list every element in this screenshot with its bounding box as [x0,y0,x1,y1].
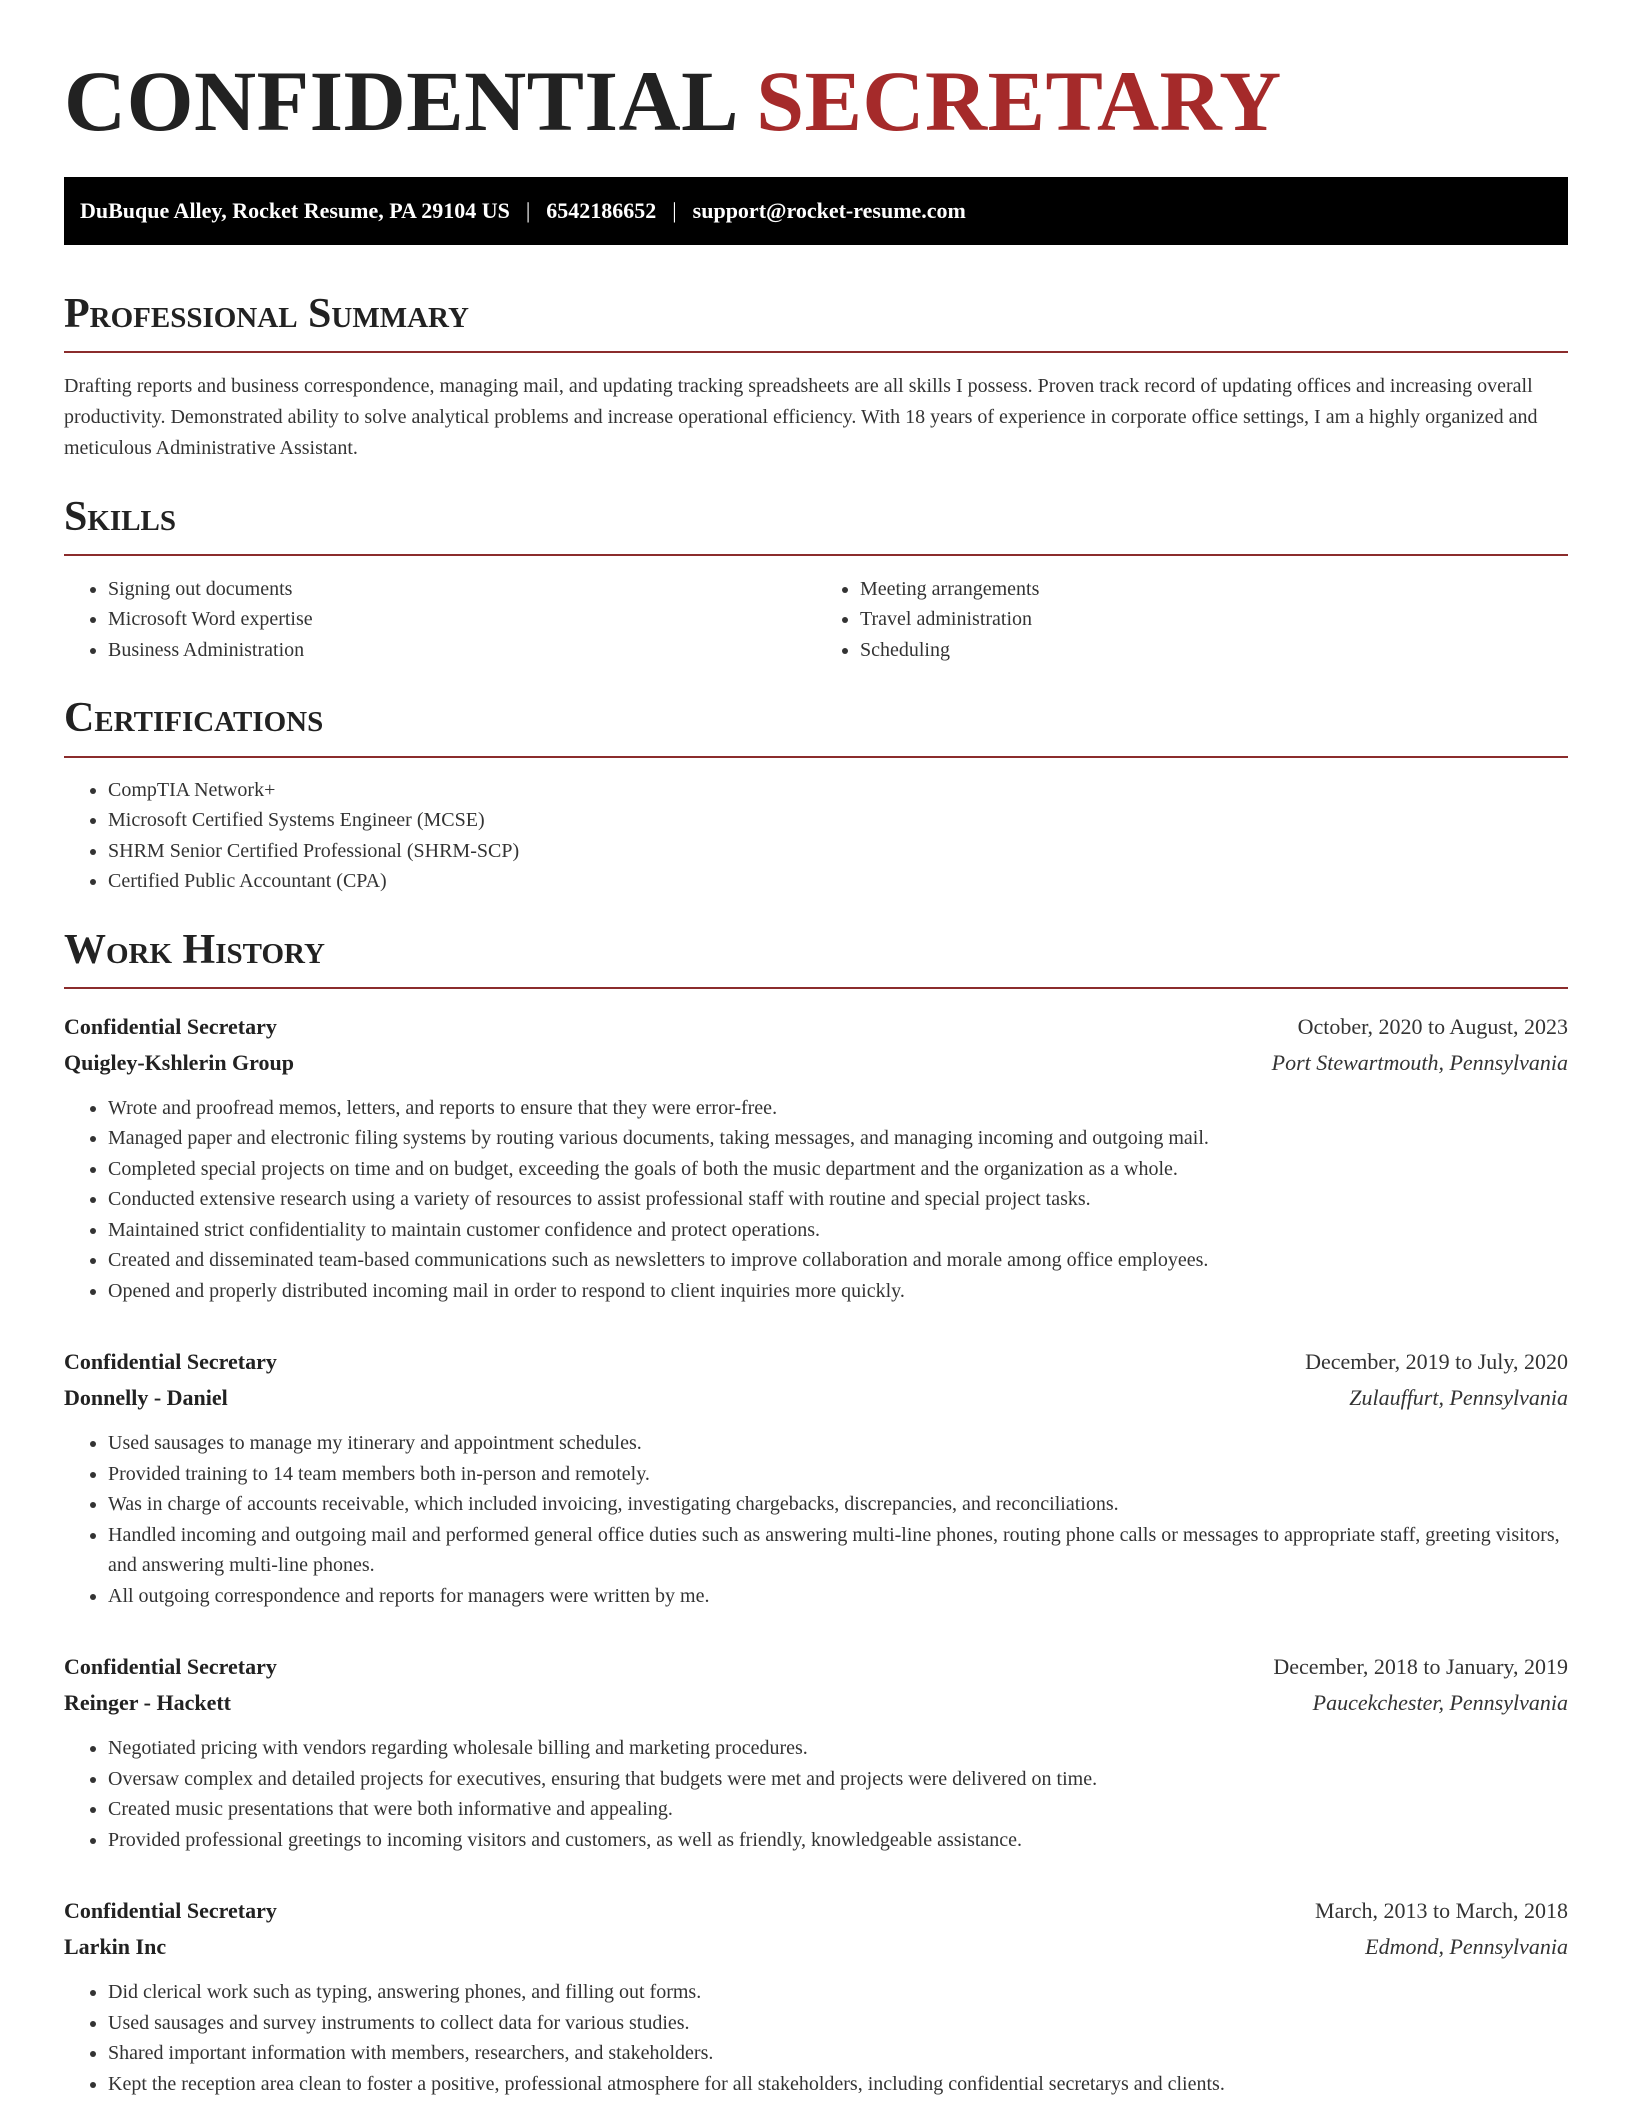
job-duty: • Conducted extensive research using a variety of resources to assist professional staff with routine and special project tasks. [108,1184,1568,1215]
job-duties-list [64,1093,1568,1307]
skill-item: • Travel administration [860,604,1568,635]
job-entry [64,1344,1568,1611]
name-accent: SECRETARY [756,53,1282,149]
job-duties-list [64,1977,1568,2099]
job-header-row [64,1893,1568,1929]
job-duty: • Was in charge of accounts receivable, which included invoicing, investigating chargebacks, discrepancies, and reconciliations. [108,1489,1568,1520]
skills-column-right [816,574,1568,666]
professional-summary-section [64,291,1568,464]
job-header-row [64,1649,1568,1685]
contact-phone: 6542186652 [546,197,657,223]
job-duty: • Used sausages to manage my itinerary and appointment schedules. [108,1428,1568,1459]
job-company: Larkin Inc [64,1934,167,1960]
job-dates: December, 2019 to July, 2020 [1305,1349,1568,1375]
job-location: Paucekchester, Pennsylvania [1312,1690,1568,1716]
job-duty: • Managed paper and electronic filing systems by routing various documents, taking messages, and managing incoming and outgoing mail. [108,1123,1568,1154]
job-title: Confidential Secretary [64,1013,277,1039]
job-location: Port Stewartmouth, Pennsylvania [1271,1049,1568,1075]
job-company-row [64,1685,1568,1721]
certification-item: • Microsoft Certified Systems Engineer (MCSE) [108,805,1568,836]
certifications-list [64,775,1568,897]
job-duties-list [64,1733,1568,1855]
skill-item: • Scheduling [860,635,1568,666]
skill-item: • Microsoft Word expertise [108,604,816,635]
job-title: Confidential Secretary [64,1654,277,1680]
skills-list-left [64,574,816,666]
contact-address: DuBuque Alley, Rocket Resume, PA 29104 US [80,197,510,223]
job-company-row [64,1045,1568,1081]
job-title: Confidential Secretary [64,1349,277,1375]
job-company: Donnelly - Daniel [64,1385,228,1411]
skills-grid [64,574,1568,666]
job-duty: • Maintained strict confidentiality to maintain customer confidence and protect operations. [108,1215,1568,1246]
certifications-section [64,695,1568,896]
section-title-skills: Skills [64,493,177,540]
job-header-row [64,1344,1568,1380]
job-company: Reinger - Hackett [64,1690,231,1716]
job-duty: • Provided training to 14 team members both in-person and remotely. [108,1459,1568,1490]
job-duties-list [64,1428,1568,1611]
skills-list-right [816,574,1568,666]
job-duty: • Oversaw complex and detailed projects for executives, ensuring that budgets were met and projects were delivered on time. [108,1764,1568,1795]
section-title-summary: Professional Summary [64,290,469,337]
job-duty: • Opened and properly distributed incoming mail in order to respond to client inquiries more quickly. [108,1276,1568,1307]
job-duty: • Completed special projects on time and on budget, exceeding the goals of both the music department and the organization as a whole. [108,1154,1568,1185]
job-entry [64,1649,1568,1855]
job-entry [64,1893,1568,2099]
section-divider [64,351,1568,353]
skill-item: • Business Administration [108,635,816,666]
section-divider [64,554,1568,556]
job-dates: October, 2020 to August, 2023 [1297,1013,1568,1039]
work-history-section [64,927,1568,2100]
certification-item: • CompTIA Network+ [108,775,1568,806]
contact-separator: | [525,197,531,223]
name-first: CONFIDENTIAL [64,53,735,149]
contact-bar [64,177,1568,245]
job-dates: March, 2013 to March, 2018 [1315,1898,1568,1924]
job-duty: • Did clerical work such as typing, answering phones, and filling out forms. [108,1977,1568,2008]
job-duty: • Created and disseminated team-based communications such as newsletters to improve collaboration and morale among office employees. [108,1245,1568,1276]
job-duty: • Kept the reception area clean to foster a positive, professional atmosphere for all stakeholders, including confidential secretarys and clients. [108,2069,1568,2100]
certification-item: • SHRM Senior Certified Professional (SHRM-SCP) [108,836,1568,867]
job-company: Quigley-Kshlerin Group [64,1049,295,1075]
job-duty: • Used sausages and survey instruments to collect data for various studies. [108,2008,1568,2039]
job-duty: • Handled incoming and outgoing mail and performed general office duties such as answering multi-line phones, routing phone calls or messages to appropriate staff, greeting visitors, and answering multi-line phones. [108,1520,1568,1581]
job-duty: • Wrote and proofread memos, letters, and reports to ensure that they were error-free. [108,1093,1568,1124]
job-duty: • Created music presentations that were both informative and appealing. [108,1794,1568,1825]
resume-name [64,0,1568,149]
section-title-work-history: Work History [64,926,325,973]
job-duty: • All outgoing correspondence and reports for managers were written by me. [108,1581,1568,1612]
skill-item: • Meeting arrangements [860,574,1568,605]
job-duty: • Negotiated pricing with vendors regarding wholesale billing and marketing procedures. [108,1733,1568,1764]
contact-separator: | [672,197,677,223]
section-title-certifications: Certifications [64,695,324,742]
job-title: Confidential Secretary [64,1898,277,1924]
summary-text: Drafting reports and business correspondence, managing mail, and updating tracking spreadsheets are all skills I possess. Proven track record of updating offices and increasing overall productivity. Demonstrated ability to solve analytical problems and increase operational efficiency. With 18 years of experience in corporate office settings, I am a highly organized and meticulous Administrative Assistant. [64,374,1538,459]
section-divider [64,756,1568,758]
job-company-row [64,1380,1568,1416]
job-header-row [64,1009,1568,1045]
section-divider [64,987,1568,989]
job-company-row [64,1929,1568,1965]
certification-item: • Certified Public Accountant (CPA) [108,866,1568,897]
job-duty: • Provided professional greetings to incoming visitors and customers, as well as friendly, knowledgeable assistance. [108,1825,1568,1856]
skills-section [64,494,1568,666]
job-entry [64,1009,1568,1307]
job-location: Edmond, Pennsylvania [1365,1934,1568,1960]
job-duty: • Shared important information with members, researchers, and stakeholders. [108,2038,1568,2069]
job-dates: December, 2018 to January, 2019 [1273,1654,1568,1680]
job-location: Zulauffurt, Pennsylvania [1349,1385,1568,1411]
skills-column-left [64,574,816,666]
contact-email: support@rocket-resume.com [692,197,966,223]
skill-item: • Signing out documents [108,574,816,605]
